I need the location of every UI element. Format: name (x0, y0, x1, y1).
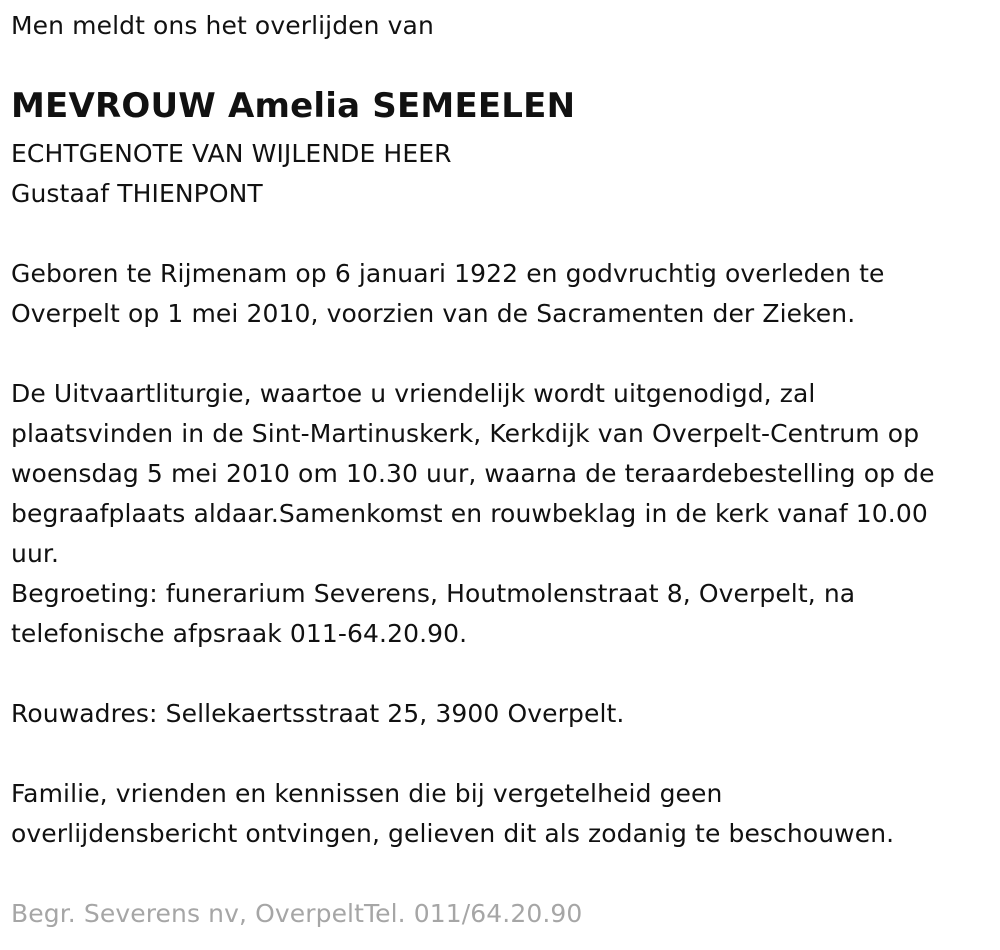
relation-line-2: Gustaaf THIENPONT (11, 179, 263, 208)
greeting-line: telefonische afpsraak 011-64.20.90. (11, 619, 468, 648)
relation-line-1: ECHTGENOTE VAN WIJLENDE HEER (11, 139, 452, 168)
birth-death-line: Overpelt op 1 mei 2010, voorzien van de Sacramenten der Zieken. (11, 299, 856, 328)
funeral-line: De Uitvaartliturgie, waartoe u vriendelijk wordt uitgenodigd, zal (11, 379, 816, 408)
funeral-line: uur. (11, 539, 60, 568)
greeting-line: Begroeting: funerarium Severens, Houtmolenstraat 8, Overpelt, na (11, 579, 856, 608)
mourning-address: Rouwadres: Sellekaertsstraat 25, 3900 Overpelt. (11, 699, 625, 728)
closing-line: Familie, vrienden en kennissen die bij vergetelheid geen (11, 779, 723, 808)
deceased-name: MEVROUW Amelia SEMEELEN (11, 86, 576, 126)
birth-death-line: Geboren te Rijmenam op 6 januari 1922 en godvruchtig overleden te (11, 259, 885, 288)
footer-credit: Begr. Severens nv, OverpeltTel. 011/64.20.90 (11, 899, 583, 928)
funeral-line: woensdag 5 mei 2010 om 10.30 uur, waarna de teraardebestelling op de (11, 459, 935, 488)
closing-line: overlijdensbericht ontvingen, gelieven dit als zodanig te beschouwen. (11, 819, 895, 848)
funeral-line: plaatsvinden in de Sint-Martinuskerk, Kerkdijk van Overpelt-Centrum op (11, 419, 920, 448)
funeral-line: begraafplaats aldaar.Samenkomst en rouwbeklag in de kerk vanaf 10.00 (11, 499, 928, 528)
intro-text: Men meldt ons het overlijden van (11, 11, 434, 40)
